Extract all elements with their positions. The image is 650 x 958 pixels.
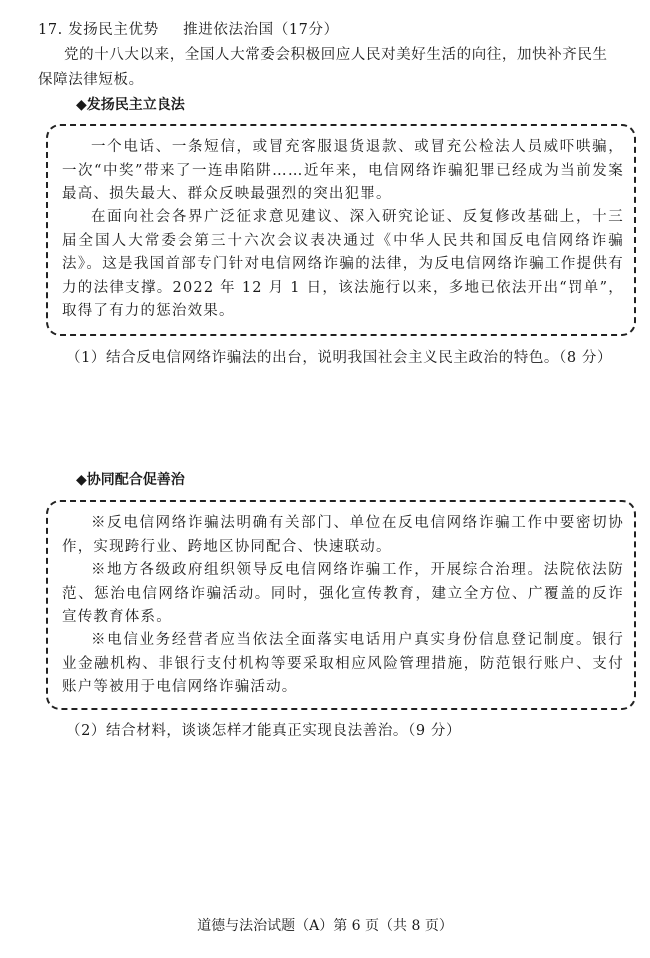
section1-paragraph-2: 在面向社会各界广泛征求意见建议、深入研究论证、反复修改基础上，十三届全国人大常委会第三十六次会议表决通过《中华人民共和国反电信网络诈骗法》。这是我国首部专门针对电信网络诈骗的法律，为反电信网络诈骗工作提供有力的法律支撑。2022 年 12 月 1 日，该法施行以来，多地已依法开出“罚单”，取得了有力的惩治效果。 bbox=[62, 209, 624, 319]
section2-paragraph-3: ※电信业务经营者应当依法全面落实电话用户真实身份信息登记制度。银行业金融机构、非银行支付机构等要采取相应风险管理措施，防范银行账户、支付账户等被用于电信网络诈骗活动。 bbox=[62, 632, 624, 695]
section1-heading: ◆发扬民主立良法 bbox=[76, 97, 185, 113]
question-title-part1: 发扬民主优势 bbox=[68, 22, 159, 38]
subquestion-2: （2）结合材料，谈谈怎样才能真正实现良法善治。（9 分） bbox=[66, 723, 462, 739]
question-title bbox=[38, 20, 339, 40]
section1-paragraph-1: 一个电话、一条短信，或冒充客服退货退款、或冒充公检法人员威吓哄骗，一次“中奖”带来了一连串陷阱……近年来，电信网络诈骗犯罪已经成为当前发案最高、损失最大、群众反映最强烈的突出犯罪。 bbox=[62, 139, 624, 202]
intro-line-1: 党的十八大以来，全国人大常委会积极回应人民对美好生活的向往，加快补齐民生 bbox=[64, 47, 608, 63]
section2-paragraph-2: ※地方各级政府组织领导反电信网络诈骗工作，开展综合治理。法院依法防范、惩治电信网络诈骗活动。同时，强化宣传教育，建立全方位、广覆盖的反诈宣传教育体系。 bbox=[62, 562, 624, 625]
subquestion-1: （1）结合反电信网络诈骗法的出台，说明我国社会主义民主政治的特色。（8 分） bbox=[66, 350, 613, 366]
question-number: 17. bbox=[38, 22, 63, 38]
question-title-part2: 推进依法治国（17分） bbox=[183, 22, 339, 38]
intro-line-2: 保障法律短板。 bbox=[38, 72, 144, 88]
page-footer: 道德与法治试题（A）第 6 页（共 8 页） bbox=[197, 918, 453, 934]
section2-paragraph-1: ※反电信网络诈骗法明确有关部门、单位在反电信网络诈骗工作中要密切协作，实现跨行业、跨地区协同配合、快速联动。 bbox=[62, 515, 624, 555]
section2-heading: ◆协同配合促善治 bbox=[76, 472, 185, 488]
